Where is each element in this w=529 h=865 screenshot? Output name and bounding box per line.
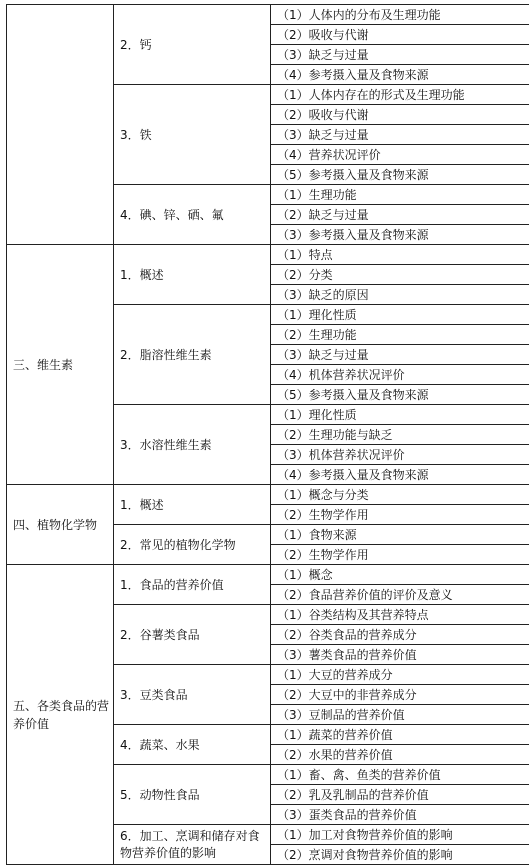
table-row — [7, 245, 529, 265]
item-cell: （1）概念 — [271, 565, 529, 585]
topic-cell: 4．碘、锌、硒、氟 — [114, 185, 271, 245]
section-cell: 五、各类食品的营养价值 — [7, 565, 114, 865]
topic-cell: 5．动物性食品 — [114, 765, 271, 825]
topic-cell: 3．铁 — [114, 85, 271, 185]
topic-cell: 6．加工、烹调和储存对食物营养价值的影响 — [114, 825, 271, 865]
item-cell: （2）缺乏与过量 — [271, 205, 529, 225]
item-cell: （1）人体内的分布及生理功能 — [271, 5, 529, 25]
item-cell: （3）豆制品的营养价值 — [271, 705, 529, 725]
item-cell: （3）蛋类食品的营养价值 — [271, 805, 529, 825]
topic-cell: 1．概述 — [114, 485, 271, 525]
item-cell: （1）特点 — [271, 245, 529, 265]
table-row — [7, 565, 529, 585]
topic-cell: 1．概述 — [114, 245, 271, 305]
item-cell: （2）生物学作用 — [271, 505, 529, 525]
item-cell: （1）人体内存在的形式及生理功能 — [271, 85, 529, 105]
item-cell: （2）生物学作用 — [271, 545, 529, 565]
item-cell: （3）薯类食品的营养价值 — [271, 645, 529, 665]
item-cell: （3）缺乏与过量 — [271, 45, 529, 65]
item-cell: （2）乳及乳制品的营养价值 — [271, 785, 529, 805]
item-cell: （2）吸收与代谢 — [271, 25, 529, 45]
item-cell: （1）加工对食物营养价值的影响 — [271, 825, 529, 845]
syllabus-table — [6, 4, 529, 865]
table-row — [7, 485, 529, 505]
topic-cell: 3．水溶性维生素 — [114, 405, 271, 485]
item-cell: （4）参考摄入量及食物来源 — [271, 465, 529, 485]
section-cell: 四、植物化学物 — [7, 485, 114, 565]
item-cell: （1）理化性质 — [271, 305, 529, 325]
item-cell: （1）理化性质 — [271, 405, 529, 425]
item-cell: （2）吸收与代谢 — [271, 105, 529, 125]
item-cell: （2）生理功能与缺乏 — [271, 425, 529, 445]
item-cell: （2）谷类食品的营养成分 — [271, 625, 529, 645]
item-cell: （1）蔬菜的营养价值 — [271, 725, 529, 745]
topic-cell: 3．豆类食品 — [114, 665, 271, 725]
item-cell: （1）概念与分类 — [271, 485, 529, 505]
section-cell — [7, 5, 114, 245]
topic-cell: 2．钙 — [114, 5, 271, 85]
item-cell: （3）机体营养状况评价 — [271, 445, 529, 465]
item-cell: （2）生理功能 — [271, 325, 529, 345]
item-cell: （4）营养状况评价 — [271, 145, 529, 165]
item-cell: （2）分类 — [271, 265, 529, 285]
topic-cell: 2．常见的植物化学物 — [114, 525, 271, 565]
table-row — [7, 5, 529, 25]
item-cell: （3）缺乏与过量 — [271, 345, 529, 365]
topic-cell: 2．脂溶性维生素 — [114, 305, 271, 405]
item-cell: （3）缺乏的原因 — [271, 285, 529, 305]
topic-cell: 4．蔬菜、水果 — [114, 725, 271, 765]
item-cell: （1）生理功能 — [271, 185, 529, 205]
topic-cell: 1．食品的营养价值 — [114, 565, 271, 605]
item-cell: （2）食品营养价值的评价及意义 — [271, 585, 529, 605]
item-cell: （1）谷类结构及其营养特点 — [271, 605, 529, 625]
item-cell: （1）畜、禽、鱼类的营养价值 — [271, 765, 529, 785]
item-cell: （1）食物来源 — [271, 525, 529, 545]
item-cell: （5）参考摄入量及食物来源 — [271, 165, 529, 185]
item-cell: （5）参考摄入量及食物来源 — [271, 385, 529, 405]
item-cell: （4）机体营养状况评价 — [271, 365, 529, 385]
item-cell: （3）缺乏与过量 — [271, 125, 529, 145]
item-cell: （2）大豆中的非营养成分 — [271, 685, 529, 705]
item-cell: （2）水果的营养价值 — [271, 745, 529, 765]
syllabus-table-body — [7, 5, 529, 865]
item-cell: （1）大豆的营养成分 — [271, 665, 529, 685]
item-cell: （3）参考摄入量及食物来源 — [271, 225, 529, 245]
item-cell: （2）烹调对食物营养价值的影响 — [271, 845, 529, 865]
item-cell: （4）参考摄入量及食物来源 — [271, 65, 529, 85]
section-cell: 三、维生素 — [7, 245, 114, 485]
topic-cell: 2．谷薯类食品 — [114, 605, 271, 665]
